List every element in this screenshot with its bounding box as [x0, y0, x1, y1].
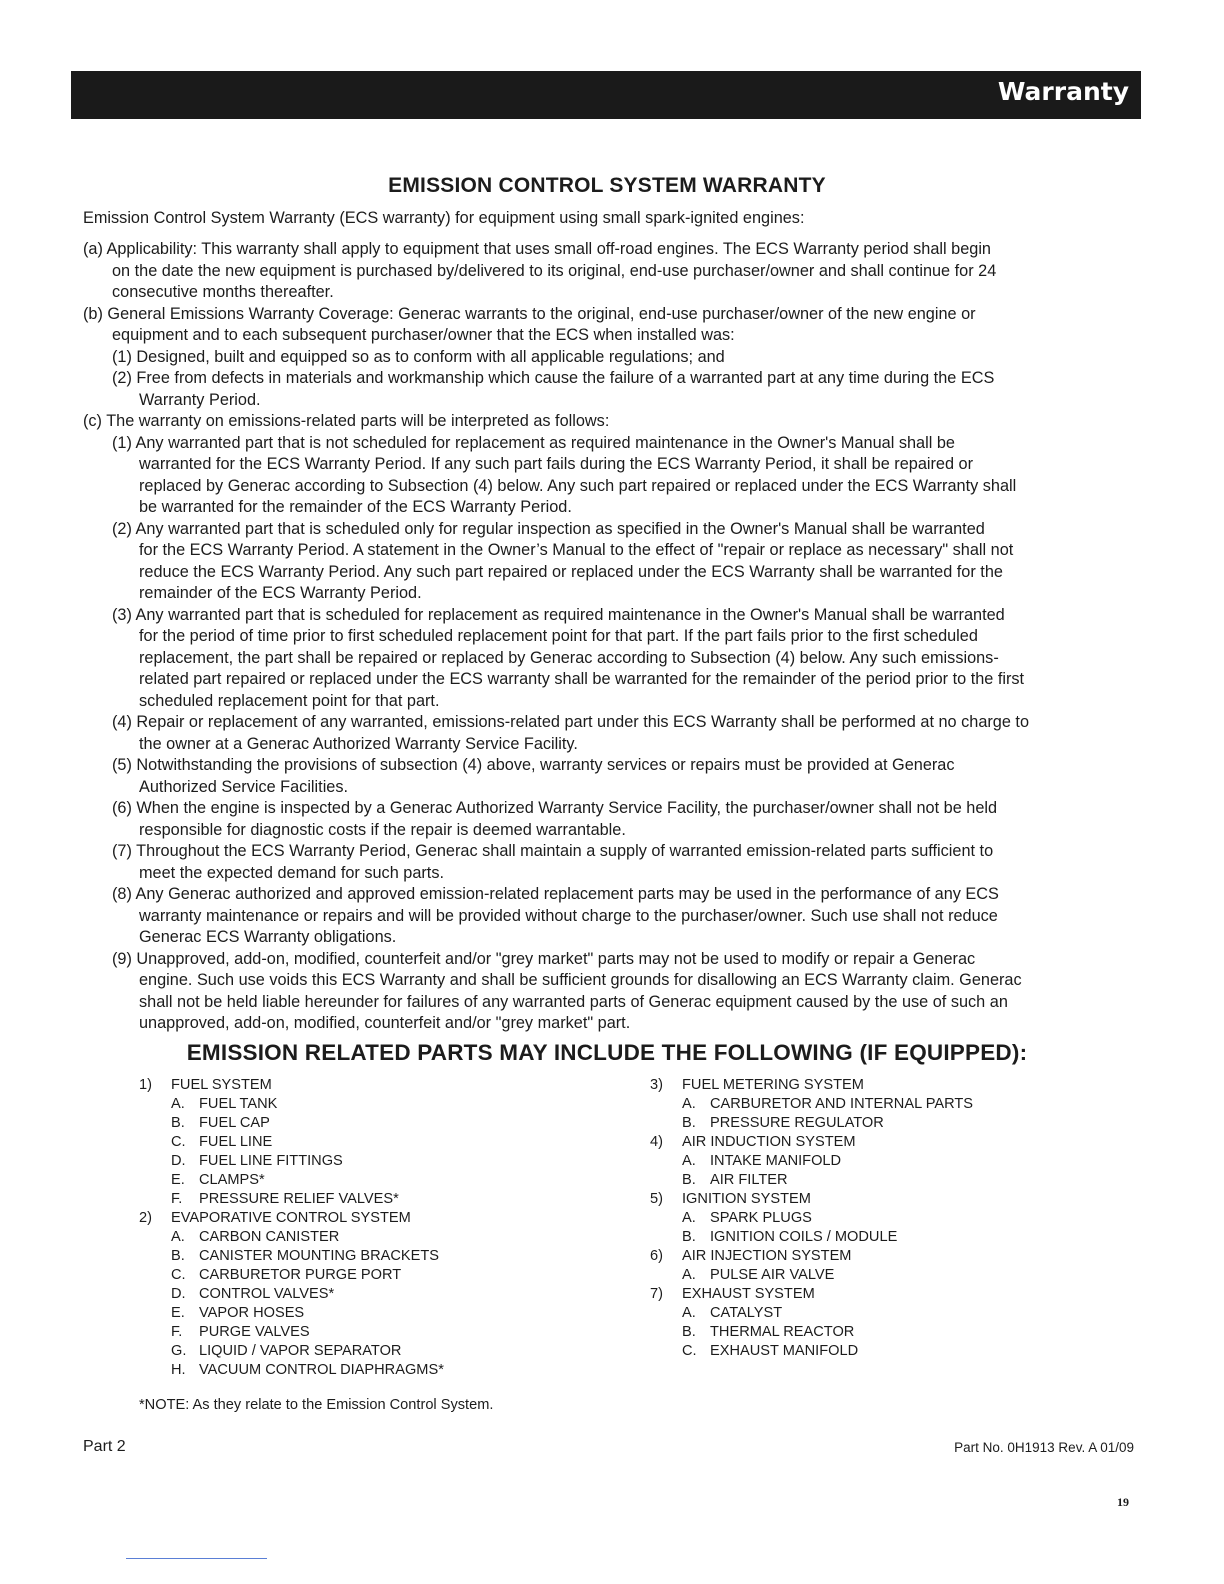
parts-item-letter: H.: [171, 1362, 186, 1378]
parts-group-name: FUEL METERING SYSTEM: [682, 1077, 864, 1093]
parts-item-letter: A.: [682, 1096, 696, 1112]
parts-group-name: FUEL SYSTEM: [171, 1077, 272, 1093]
parts-item: [139, 1285, 444, 1304]
warranty-line: (a) Applicability: This warranty shall apply to equipment that uses small off-road engines. The ECS Warranty period shall begin: [83, 240, 991, 258]
parts-item-letter: E.: [171, 1172, 185, 1188]
parts-item-letter: C.: [171, 1267, 186, 1283]
warranty-line: replaced by Generac according to Subsection (4) below. Any such part repaired or replaced under the ECS Warranty shall: [139, 476, 1017, 495]
parts-group: [139, 1209, 444, 1380]
parts-group-number: 1): [139, 1077, 152, 1093]
parts-group: [650, 1285, 973, 1361]
warranty-line: (1) Any warranted part that is not scheduled for replacement as required maintenance in the Owner's Manual shall be: [112, 433, 955, 452]
warranty-line: (4) Repair or replacement of any warranted, emissions-related part under this ECS Warranty shall be performed at no charge to: [112, 713, 1030, 731]
parts-item-text: FUEL TANK: [199, 1096, 278, 1112]
parts-item: [139, 1152, 444, 1171]
parts-item-text: VACUUM CONTROL DIAPHRAGMS*: [199, 1362, 444, 1378]
parts-item-text: PRESSURE REGULATOR: [710, 1115, 884, 1131]
warranty-line: (6) When the engine is inspected by a Generac Authorized Warranty Service Facility, the purchaser/owner shall not be held: [112, 799, 998, 817]
parts-item-text: CLAMPS*: [199, 1172, 265, 1188]
parts-item-letter: E.: [171, 1305, 185, 1321]
warranty-line: (c) The warranty on emissions-related parts will be interpreted as follows:: [83, 412, 610, 430]
warranty-line: Generac ECS Warranty obligations.: [139, 928, 397, 946]
warranty-line: reduce the ECS Warranty Period. Any such part repaired or replaced under the ECS Warranty shall be warranted for the: [139, 562, 1003, 581]
parts-group-heading: [650, 1190, 973, 1209]
parts-item-text: FUEL LINE FITTINGS: [199, 1153, 343, 1169]
parts-item: [650, 1114, 973, 1133]
parts-item-letter: D.: [171, 1153, 186, 1169]
parts-group-heading: [139, 1076, 444, 1095]
parts-item-letter: A.: [171, 1096, 185, 1112]
parts-group: [650, 1133, 973, 1190]
parts-title: EMISSION RELATED PARTS MAY INCLUDE THE FOLLOWING (IF EQUIPPED):: [186, 1040, 1028, 1065]
warranty-line: be warranted for the remainder of the ECS Warranty Period.: [139, 498, 572, 516]
parts-group-number: 6): [650, 1248, 663, 1264]
parts-item: [139, 1247, 444, 1266]
parts-item-text: CONTROL VALVES*: [199, 1286, 335, 1302]
warranty-line: replacement, the part shall be repaired or replaced by Generac according to Subsection (4) below. Any such emissions-: [139, 648, 999, 667]
parts-group-name: AIR INJECTION SYSTEM: [682, 1248, 852, 1264]
parts-item-letter: B.: [682, 1229, 696, 1245]
parts-item: [139, 1095, 444, 1114]
parts-item-text: CARBON CANISTER: [199, 1229, 340, 1245]
parts-item-text: CATALYST: [710, 1305, 783, 1321]
parts-item-letter: B.: [171, 1248, 185, 1264]
parts-group: [650, 1076, 973, 1133]
warranty-line: (b) General Emissions Warranty Coverage: Generac warrants to the original, end-use purchaser/owner of the new engine or: [83, 304, 976, 323]
parts-item: [650, 1209, 973, 1228]
warranty-line: for the ECS Warranty Period. A statement in the Owner’s Manual to the effect of "repair or replace as necessary" shall not: [139, 541, 1014, 559]
warranty-line: scheduled replacement point for that part.: [139, 691, 440, 710]
parts-item-letter: B.: [682, 1115, 696, 1131]
parts-item-letter: F.: [171, 1324, 183, 1340]
warranty-line: on the date the new equipment is purchased by/delivered to its original, end-use purchaser/owner and shall continue for 24: [112, 261, 997, 280]
parts-item-letter: A.: [682, 1267, 696, 1283]
parts-item: [139, 1190, 444, 1209]
parts-item-letter: G.: [171, 1343, 187, 1359]
parts-group-name: EVAPORATIVE CONTROL SYSTEM: [171, 1210, 411, 1226]
warranty-line: meet the expected demand for such parts.: [139, 863, 444, 882]
parts-item-letter: D.: [171, 1286, 186, 1302]
parts-list-left: [139, 1076, 444, 1380]
warranty-line: shall not be held liable hereunder for failures of any warranted parts of Generac equipment caused by the use of such an: [139, 992, 1008, 1011]
parts-group-heading: [139, 1209, 444, 1228]
parts-item-letter: C.: [682, 1343, 697, 1359]
warranty-line: (8) Any Generac authorized and approved emission-related replacement parts may be used in the performance of any ECS: [112, 885, 999, 903]
parts-group-number: 4): [650, 1134, 663, 1150]
warranty-line: (3) Any warranted part that is scheduled for replacement as required maintenance in the Owner's Manual shall be warranted: [112, 605, 1005, 624]
warranty-line: unapproved, add-on, modified, counterfeit and/or "grey market" part.: [139, 1014, 631, 1032]
parts-item-letter: B.: [171, 1115, 185, 1131]
parts-item: [650, 1323, 973, 1342]
parts-group-name: IGNITION SYSTEM: [682, 1191, 811, 1207]
parts-item: [139, 1342, 444, 1361]
document-title: EMISSION CONTROL SYSTEM WARRANTY: [388, 174, 826, 197]
warranty-line: Warranty Period.: [139, 390, 261, 409]
parts-item: [650, 1266, 973, 1285]
parts-item-letter: C.: [171, 1134, 186, 1150]
warranty-line: (9) Unapproved, add-on, modified, counterfeit and/or "grey market" parts may not be used to modify or repair a Generac: [112, 949, 976, 968]
parts-item-text: PULSE AIR VALVE: [710, 1267, 835, 1283]
parts-item: [650, 1304, 973, 1323]
parts-item: [139, 1228, 444, 1247]
warranty-line: responsible for diagnostic costs if the repair is deemed warrantable.: [139, 820, 626, 839]
parts-group: [650, 1247, 973, 1285]
warranty-line: (2) Free from defects in materials and workmanship which cause the failure of a warranted part at any time during the ECS: [112, 369, 995, 387]
warranty-line: (1) Designed, built and equipped so as to conform with all applicable regulations; and: [112, 347, 725, 366]
parts-item-text: IGNITION COILS / MODULE: [710, 1229, 898, 1245]
parts-item-text: THERMAL REACTOR: [710, 1324, 855, 1340]
parts-group-heading: [650, 1247, 973, 1266]
parts-group: [650, 1190, 973, 1247]
bottom-rule: [126, 1558, 267, 1559]
warranty-line: Authorized Service Facilities.: [139, 777, 349, 796]
warranty-line: related part repaired or replaced under the ECS warranty shall be warranted for the remainder of the period prior to the first: [139, 670, 1025, 688]
parts-item: [139, 1361, 444, 1380]
warranty-line: for the period of time prior to first scheduled replacement point for that part. If the part fails prior to the first scheduled: [139, 627, 978, 645]
parts-group-number: 2): [139, 1210, 152, 1226]
parts-group-number: 7): [650, 1286, 663, 1302]
parts-item: [139, 1323, 444, 1342]
parts-group: [139, 1076, 444, 1209]
parts-item-letter: A.: [682, 1305, 696, 1321]
parts-item: [139, 1114, 444, 1133]
parts-item-text: FUEL LINE: [199, 1134, 273, 1150]
parts-item: [139, 1266, 444, 1285]
warranty-line: remainder of the ECS Warranty Period.: [139, 584, 422, 602]
parts-item-text: FUEL CAP: [199, 1115, 270, 1131]
parts-group-heading: [650, 1133, 973, 1152]
parts-item-text: PURGE VALVES: [199, 1324, 310, 1340]
parts-item-text: PRESSURE RELIEF VALVES*: [199, 1191, 399, 1207]
intro-paragraph: Emission Control System Warranty (ECS warranty) for equipment using small spark-ignited engines:: [83, 209, 805, 227]
parts-item: [650, 1342, 973, 1361]
parts-group-heading: [650, 1076, 973, 1095]
parts-list-right: [650, 1076, 973, 1361]
parts-group-heading: [650, 1285, 973, 1304]
parts-item-text: SPARK PLUGS: [710, 1210, 812, 1226]
footer-part-number: Part No. 0H1913 Rev. A 01/09: [954, 1440, 1134, 1455]
warranty-line: consecutive months thereafter.: [112, 283, 334, 301]
parts-item-text: AIR FILTER: [710, 1172, 788, 1188]
parts-item: [650, 1152, 973, 1171]
warranty-line: (7) Throughout the ECS Warranty Period, Generac shall maintain a supply of warranted emission-related parts sufficient to: [112, 842, 994, 860]
parts-item-text: CANISTER MOUNTING BRACKETS: [199, 1248, 440, 1264]
warranty-line: warranty maintenance or repairs and will be provided without charge to the purchaser/owner. Such use shall not reduce: [139, 906, 998, 925]
parts-item-letter: A.: [171, 1229, 185, 1245]
parts-group-number: 3): [650, 1077, 663, 1093]
warranty-body: [83, 239, 1143, 1035]
parts-item: [139, 1171, 444, 1190]
parts-note: *NOTE: As they relate to the Emission Control System.: [139, 1397, 494, 1413]
warranty-line: equipment and to each subsequent purchaser/owner that the ECS when installed was:: [112, 326, 735, 344]
page-number: 19: [1117, 1495, 1129, 1509]
parts-item-text: INTAKE MANIFOLD: [710, 1153, 842, 1169]
parts-group-number: 5): [650, 1191, 663, 1207]
parts-item: [650, 1228, 973, 1247]
warranty-line: (5) Notwithstanding the provisions of subsection (4) above, warranty services or repairs must be provided at Generac: [112, 756, 955, 774]
parts-group-name: EXHAUST SYSTEM: [682, 1286, 815, 1302]
section-banner: [71, 71, 1141, 119]
parts-item-letter: B.: [682, 1324, 696, 1340]
parts-item-text: EXHAUST MANIFOLD: [710, 1343, 859, 1359]
warranty-line: the owner at a Generac Authorized Warranty Service Facility.: [139, 734, 578, 753]
parts-item-text: CARBURETOR AND INTERNAL PARTS: [710, 1096, 974, 1112]
section-title: Warranty: [997, 77, 1129, 106]
parts-item-text: VAPOR HOSES: [199, 1305, 305, 1321]
parts-item-letter: F.: [171, 1191, 183, 1207]
warranty-line: (2) Any warranted part that is scheduled only for regular inspection as specified in the Owner's Manual shall be warranted: [112, 519, 985, 538]
parts-item-letter: A.: [682, 1210, 696, 1226]
warranty-line: engine. Such use voids this ECS Warranty and shall be sufficient grounds for disallowing an ECS Warranty claim. Generac: [139, 971, 1022, 989]
parts-item: [650, 1171, 973, 1190]
parts-item-letter: B.: [682, 1172, 696, 1188]
parts-item-text: CARBURETOR PURGE PORT: [199, 1267, 402, 1283]
parts-item-letter: A.: [682, 1153, 696, 1169]
parts-item: [139, 1304, 444, 1323]
parts-item-text: LIQUID / VAPOR SEPARATOR: [199, 1343, 402, 1359]
parts-item: [139, 1133, 444, 1152]
warranty-line: warranted for the ECS Warranty Period. If any such part fails during the ECS Warranty Period, it shall be repaired or: [139, 455, 974, 473]
footer-part-label: Part 2: [83, 1438, 126, 1455]
parts-group-name: AIR INDUCTION SYSTEM: [682, 1134, 856, 1150]
parts-item: [650, 1095, 973, 1114]
